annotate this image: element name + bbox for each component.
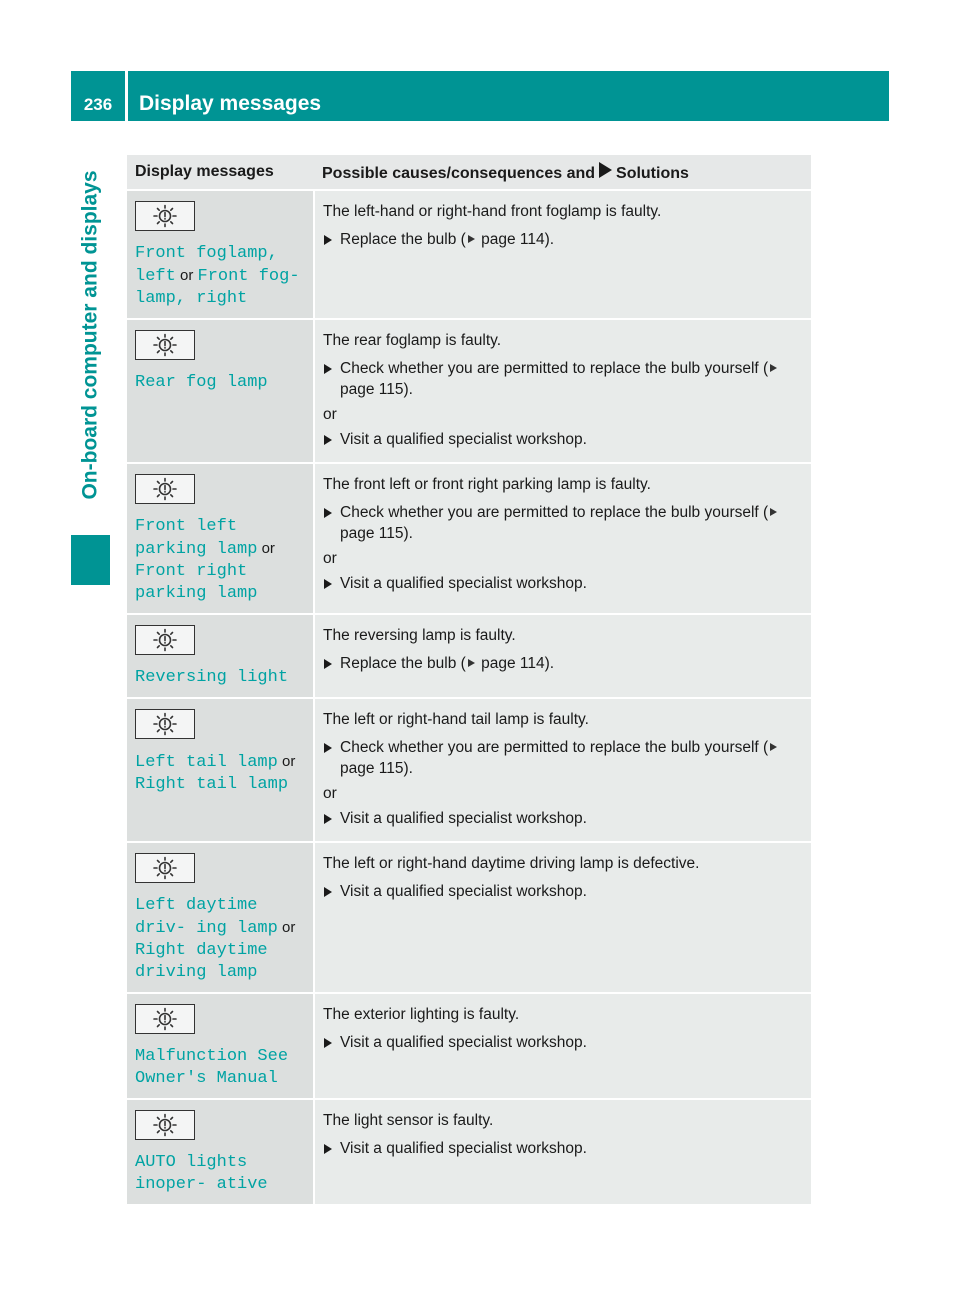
- message-part: Front right parking lamp: [135, 562, 258, 603]
- step-text: Check whether you are permitted to replace the bulb yourself (: [340, 504, 769, 521]
- message-or: or: [257, 540, 275, 557]
- table-header-row: [127, 155, 811, 190]
- lamp-symbol: [152, 628, 178, 652]
- exterior-lamp-icon: [135, 625, 195, 655]
- step-arrow-icon: [324, 659, 332, 669]
- solution-step: [323, 881, 803, 902]
- page-reference[interactable]: page 114: [476, 655, 545, 672]
- table-row: [127, 1099, 811, 1205]
- step-text: Visit a qualified specialist workshop.: [340, 575, 587, 592]
- step-text: Visit a qualified specialist workshop.: [340, 1140, 587, 1157]
- message-part: Left tail lamp: [135, 753, 278, 772]
- solution-arrow-icon: [599, 162, 612, 178]
- table-row: [127, 993, 811, 1099]
- step-text-end: ).: [544, 655, 555, 672]
- solution-step: [323, 358, 803, 400]
- step-text: Visit a qualified specialist workshop.: [340, 1034, 587, 1051]
- step-text: Replace the bulb (: [340, 655, 466, 672]
- step-text: Check whether you are permitted to replace the bulb yourself (: [340, 360, 769, 377]
- lamp-symbol: [152, 712, 178, 736]
- page-reference-icon: [770, 364, 777, 372]
- cause-solution-cell: [314, 319, 811, 463]
- display-message-cell: [127, 463, 314, 614]
- header-divider: [125, 71, 128, 121]
- step-arrow-icon: [324, 508, 332, 518]
- display-message-text: [135, 751, 305, 796]
- display-message-cell: [127, 842, 314, 993]
- side-tab-label-wrap: [71, 140, 110, 530]
- message-part: AUTO lights inoper- ative: [135, 1153, 268, 1194]
- cause-solution-cell: [314, 1099, 811, 1205]
- solution-step: [323, 1032, 803, 1053]
- step-text: Visit a qualified specialist workshop.: [340, 883, 587, 900]
- solution-step: [323, 573, 803, 594]
- cause-text: The front left or front right parking lamp is faulty.: [323, 476, 651, 493]
- display-message-text: [135, 372, 305, 394]
- page-reference[interactable]: page 115: [340, 760, 404, 777]
- step-arrow-icon: [324, 887, 332, 897]
- display-message-text: [135, 243, 305, 310]
- cause-solution-cell: [314, 842, 811, 993]
- lamp-symbol: [152, 477, 178, 501]
- cause-text: The light sensor is faulty.: [323, 1112, 494, 1129]
- page-reference[interactable]: page 115: [340, 525, 404, 542]
- step-text-end: ).: [403, 760, 413, 777]
- cause-solution-cell: [314, 698, 811, 842]
- solution-step: [323, 1138, 803, 1159]
- step-arrow-icon: [324, 364, 332, 374]
- message-part: Front left parking lamp: [135, 517, 258, 559]
- table-row: [127, 463, 811, 614]
- solution-step: [323, 808, 803, 829]
- display-message-text: [135, 1046, 305, 1090]
- cause-text: The rear foglamp is faulty.: [323, 332, 502, 349]
- lamp-symbol: [152, 1007, 178, 1031]
- display-message-cell: [127, 319, 314, 463]
- message-part: Front fog- lamp, right: [135, 267, 300, 308]
- exterior-lamp-icon: [135, 853, 195, 883]
- display-message-text: [135, 516, 305, 605]
- exterior-lamp-icon: [135, 474, 195, 504]
- message-part: Front foglamp, left: [135, 244, 278, 286]
- display-message-text: [135, 667, 305, 689]
- page-reference-icon: [468, 659, 475, 667]
- message-part: Rear fog lamp: [135, 373, 268, 392]
- table-row: [127, 614, 811, 698]
- step-arrow-icon: [324, 743, 332, 753]
- cause-text: The left or right-hand daytime driving lamp is defective.: [323, 855, 700, 872]
- message-part: Malfunction See Owner's Manual: [135, 1047, 289, 1088]
- or-separator: or: [323, 550, 337, 567]
- page-reference-icon: [468, 235, 475, 243]
- step-text: Replace the bulb (: [340, 231, 466, 248]
- cause-solution-cell: [314, 463, 811, 614]
- lamp-symbol: [152, 1113, 178, 1137]
- message-part: Reversing light: [135, 668, 289, 687]
- column-header-solutions: [314, 155, 811, 190]
- step-text: Check whether you are permitted to replace the bulb yourself (: [340, 739, 769, 756]
- display-message-text: [135, 895, 305, 984]
- table-row: [127, 842, 811, 993]
- or-separator: or: [323, 785, 337, 802]
- cause-text: The left-hand or right-hand front foglamp is faulty.: [323, 203, 662, 220]
- display-message-cell: [127, 190, 314, 319]
- solution-step: [323, 229, 803, 250]
- or-separator: or: [323, 406, 337, 423]
- page-reference[interactable]: page 115: [340, 381, 404, 398]
- display-message-cell: [127, 1099, 314, 1205]
- step-text: Visit a qualified specialist workshop.: [340, 431, 587, 448]
- display-messages-table: [127, 155, 811, 1206]
- cause-text: The left or right-hand tail lamp is faulty.: [323, 711, 589, 728]
- message-part: Left daytime driv- ing lamp: [135, 896, 278, 938]
- cause-solution-cell: [314, 614, 811, 698]
- page-number: 236: [83, 95, 113, 114]
- message-part: Right tail lamp: [135, 775, 289, 794]
- message-or: or: [277, 919, 296, 936]
- cause-solution-cell: [314, 190, 811, 319]
- cause-text: The reversing lamp is faulty.: [323, 627, 516, 644]
- column-header-solutions-post: Solutions: [616, 164, 689, 182]
- table-row: [127, 190, 811, 319]
- solution-step: [323, 502, 803, 544]
- page-reference-icon: [770, 743, 777, 751]
- message-part: Right daytime driving lamp: [135, 941, 268, 982]
- exterior-lamp-icon: [135, 1004, 195, 1034]
- step-arrow-icon: [324, 814, 332, 824]
- lamp-symbol: [152, 856, 178, 880]
- display-message-cell: [127, 614, 314, 698]
- column-header-solutions-pre: Possible causes/consequences and: [322, 164, 596, 182]
- cause-solution-cell: [314, 993, 811, 1099]
- lamp-symbol: [152, 333, 178, 357]
- cause-text: The exterior lighting is faulty.: [323, 1006, 520, 1023]
- step-text-end: ).: [403, 381, 413, 398]
- step-text: Visit a qualified specialist workshop.: [340, 810, 587, 827]
- lamp-symbol: [152, 204, 178, 228]
- solution-step: [323, 737, 803, 779]
- page-reference[interactable]: page 114: [476, 231, 545, 248]
- exterior-lamp-icon: [135, 709, 195, 739]
- display-message-text: [135, 1152, 305, 1196]
- solution-step: [323, 653, 803, 674]
- display-message-cell: [127, 698, 314, 842]
- exterior-lamp-icon: [135, 1110, 195, 1140]
- step-arrow-icon: [324, 1144, 332, 1154]
- page-title: Display messages: [139, 92, 322, 115]
- step-arrow-icon: [324, 1038, 332, 1048]
- step-arrow-icon: [324, 579, 332, 589]
- column-header-display-messages: Display messages: [127, 155, 314, 190]
- step-text-end: ).: [544, 231, 555, 248]
- message-or: or: [277, 753, 296, 770]
- display-message-cell: [127, 993, 314, 1099]
- exterior-lamp-icon: [135, 201, 195, 231]
- page-reference-icon: [770, 508, 777, 516]
- side-tab-label: On-board computer and displays: [78, 170, 102, 500]
- step-arrow-icon: [324, 235, 332, 245]
- table-row: [127, 698, 811, 842]
- step-text-end: ).: [403, 525, 413, 542]
- solution-step: [323, 429, 803, 450]
- table-row: [127, 319, 811, 463]
- message-or: or: [175, 267, 198, 284]
- exterior-lamp-icon: [135, 330, 195, 360]
- step-arrow-icon: [324, 435, 332, 445]
